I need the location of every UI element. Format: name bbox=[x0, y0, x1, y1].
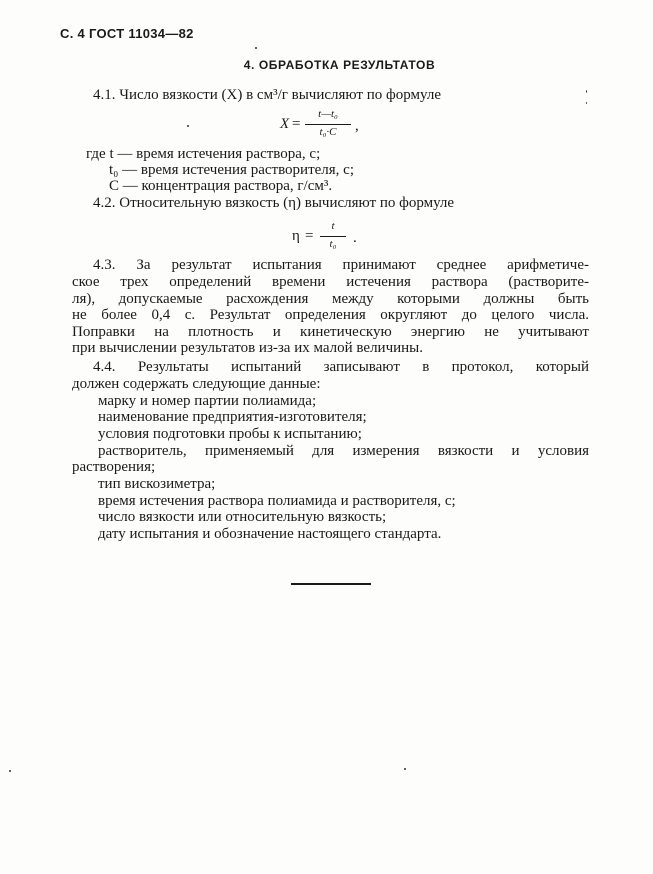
scan-speck bbox=[586, 90, 587, 93]
paragraph-line: 4.4. Результаты испытаний записывают в протокол, который bbox=[93, 359, 589, 375]
paragraph-line: ское трех определений времени истечения раствора (растворите- bbox=[72, 274, 589, 290]
formula-fraction bbox=[305, 108, 351, 140]
formula-end: , bbox=[355, 118, 359, 134]
list-item: тип вискозиметра; bbox=[98, 476, 216, 492]
paragraph-line: должен содержать следующие данные: bbox=[72, 376, 321, 392]
paragraph-line: не более 0,4 с. Результат определения округляют до целого числа. bbox=[72, 307, 589, 323]
paragraph-4-2: 4.2. Относительную вязкость (η) вычисляют по формуле bbox=[93, 195, 455, 211]
formula-lhs: η bbox=[292, 228, 300, 244]
scan-speck bbox=[187, 125, 189, 127]
page-header: С. 4 ГОСТ 11034—82 bbox=[60, 26, 194, 41]
section-title: 4. ОБРАБОТКА РЕЗУЛЬТАТОВ bbox=[243, 58, 436, 72]
list-item: марку и номер партии полиамида; bbox=[98, 393, 317, 409]
list-item: растворитель, применяемый для измерения вязкости и условия bbox=[98, 443, 589, 459]
scan-speck bbox=[255, 47, 257, 49]
where-line-t: где t — время истечения раствора, с; bbox=[86, 146, 321, 162]
paragraph-line: ля), допускаемые расхождения между которыми должны быть bbox=[72, 291, 589, 307]
formula-end: . bbox=[353, 230, 357, 246]
formula-numerator: t—t₀ bbox=[318, 108, 338, 120]
formula-lhs: X bbox=[280, 116, 290, 132]
list-item: наименование предприятия-изготовителя; bbox=[98, 409, 367, 425]
list-item: условия подготовки пробы к испытанию; bbox=[98, 426, 362, 442]
list-item: дату испытания и обозначение настоящего стандарта. bbox=[98, 526, 442, 542]
list-item: время истечения раствора полиамида и растворителя, с; bbox=[98, 493, 456, 509]
paragraph-4-1: 4.1. Число вязкости (X) в см³/г вычисляют по формуле bbox=[93, 87, 441, 103]
list-item: число вязкости или относительную вязкость; bbox=[98, 509, 387, 525]
where-line-t0: t₀ — время истечения растворителя, с; bbox=[109, 162, 355, 178]
formula-eq: = bbox=[292, 116, 301, 132]
fraction-bar bbox=[320, 236, 346, 237]
paragraph-line: 4.3. За результат испытания принимают среднее арифметиче- bbox=[93, 257, 589, 273]
scan-speck bbox=[586, 102, 587, 104]
fraction-bar bbox=[305, 124, 351, 125]
end-rule bbox=[291, 583, 371, 585]
list-item-continued: растворения; bbox=[72, 459, 156, 475]
formula-denominator: t₀·C bbox=[319, 126, 337, 138]
formula-eq: = bbox=[305, 228, 314, 244]
formula-numerator: t bbox=[331, 220, 335, 232]
scan-speck bbox=[404, 768, 406, 770]
formula-fraction bbox=[320, 220, 346, 252]
formula-denominator: t₀ bbox=[329, 238, 337, 250]
paragraph-line: Поправки на плотность и кинетическую энергию не учитывают bbox=[72, 324, 589, 340]
scan-speck bbox=[9, 770, 11, 772]
paragraph-line: при вычислении результатов из-за их малой величины. bbox=[72, 340, 424, 356]
where-line-c: C — концентрация раствора, г/см³. bbox=[109, 178, 333, 194]
